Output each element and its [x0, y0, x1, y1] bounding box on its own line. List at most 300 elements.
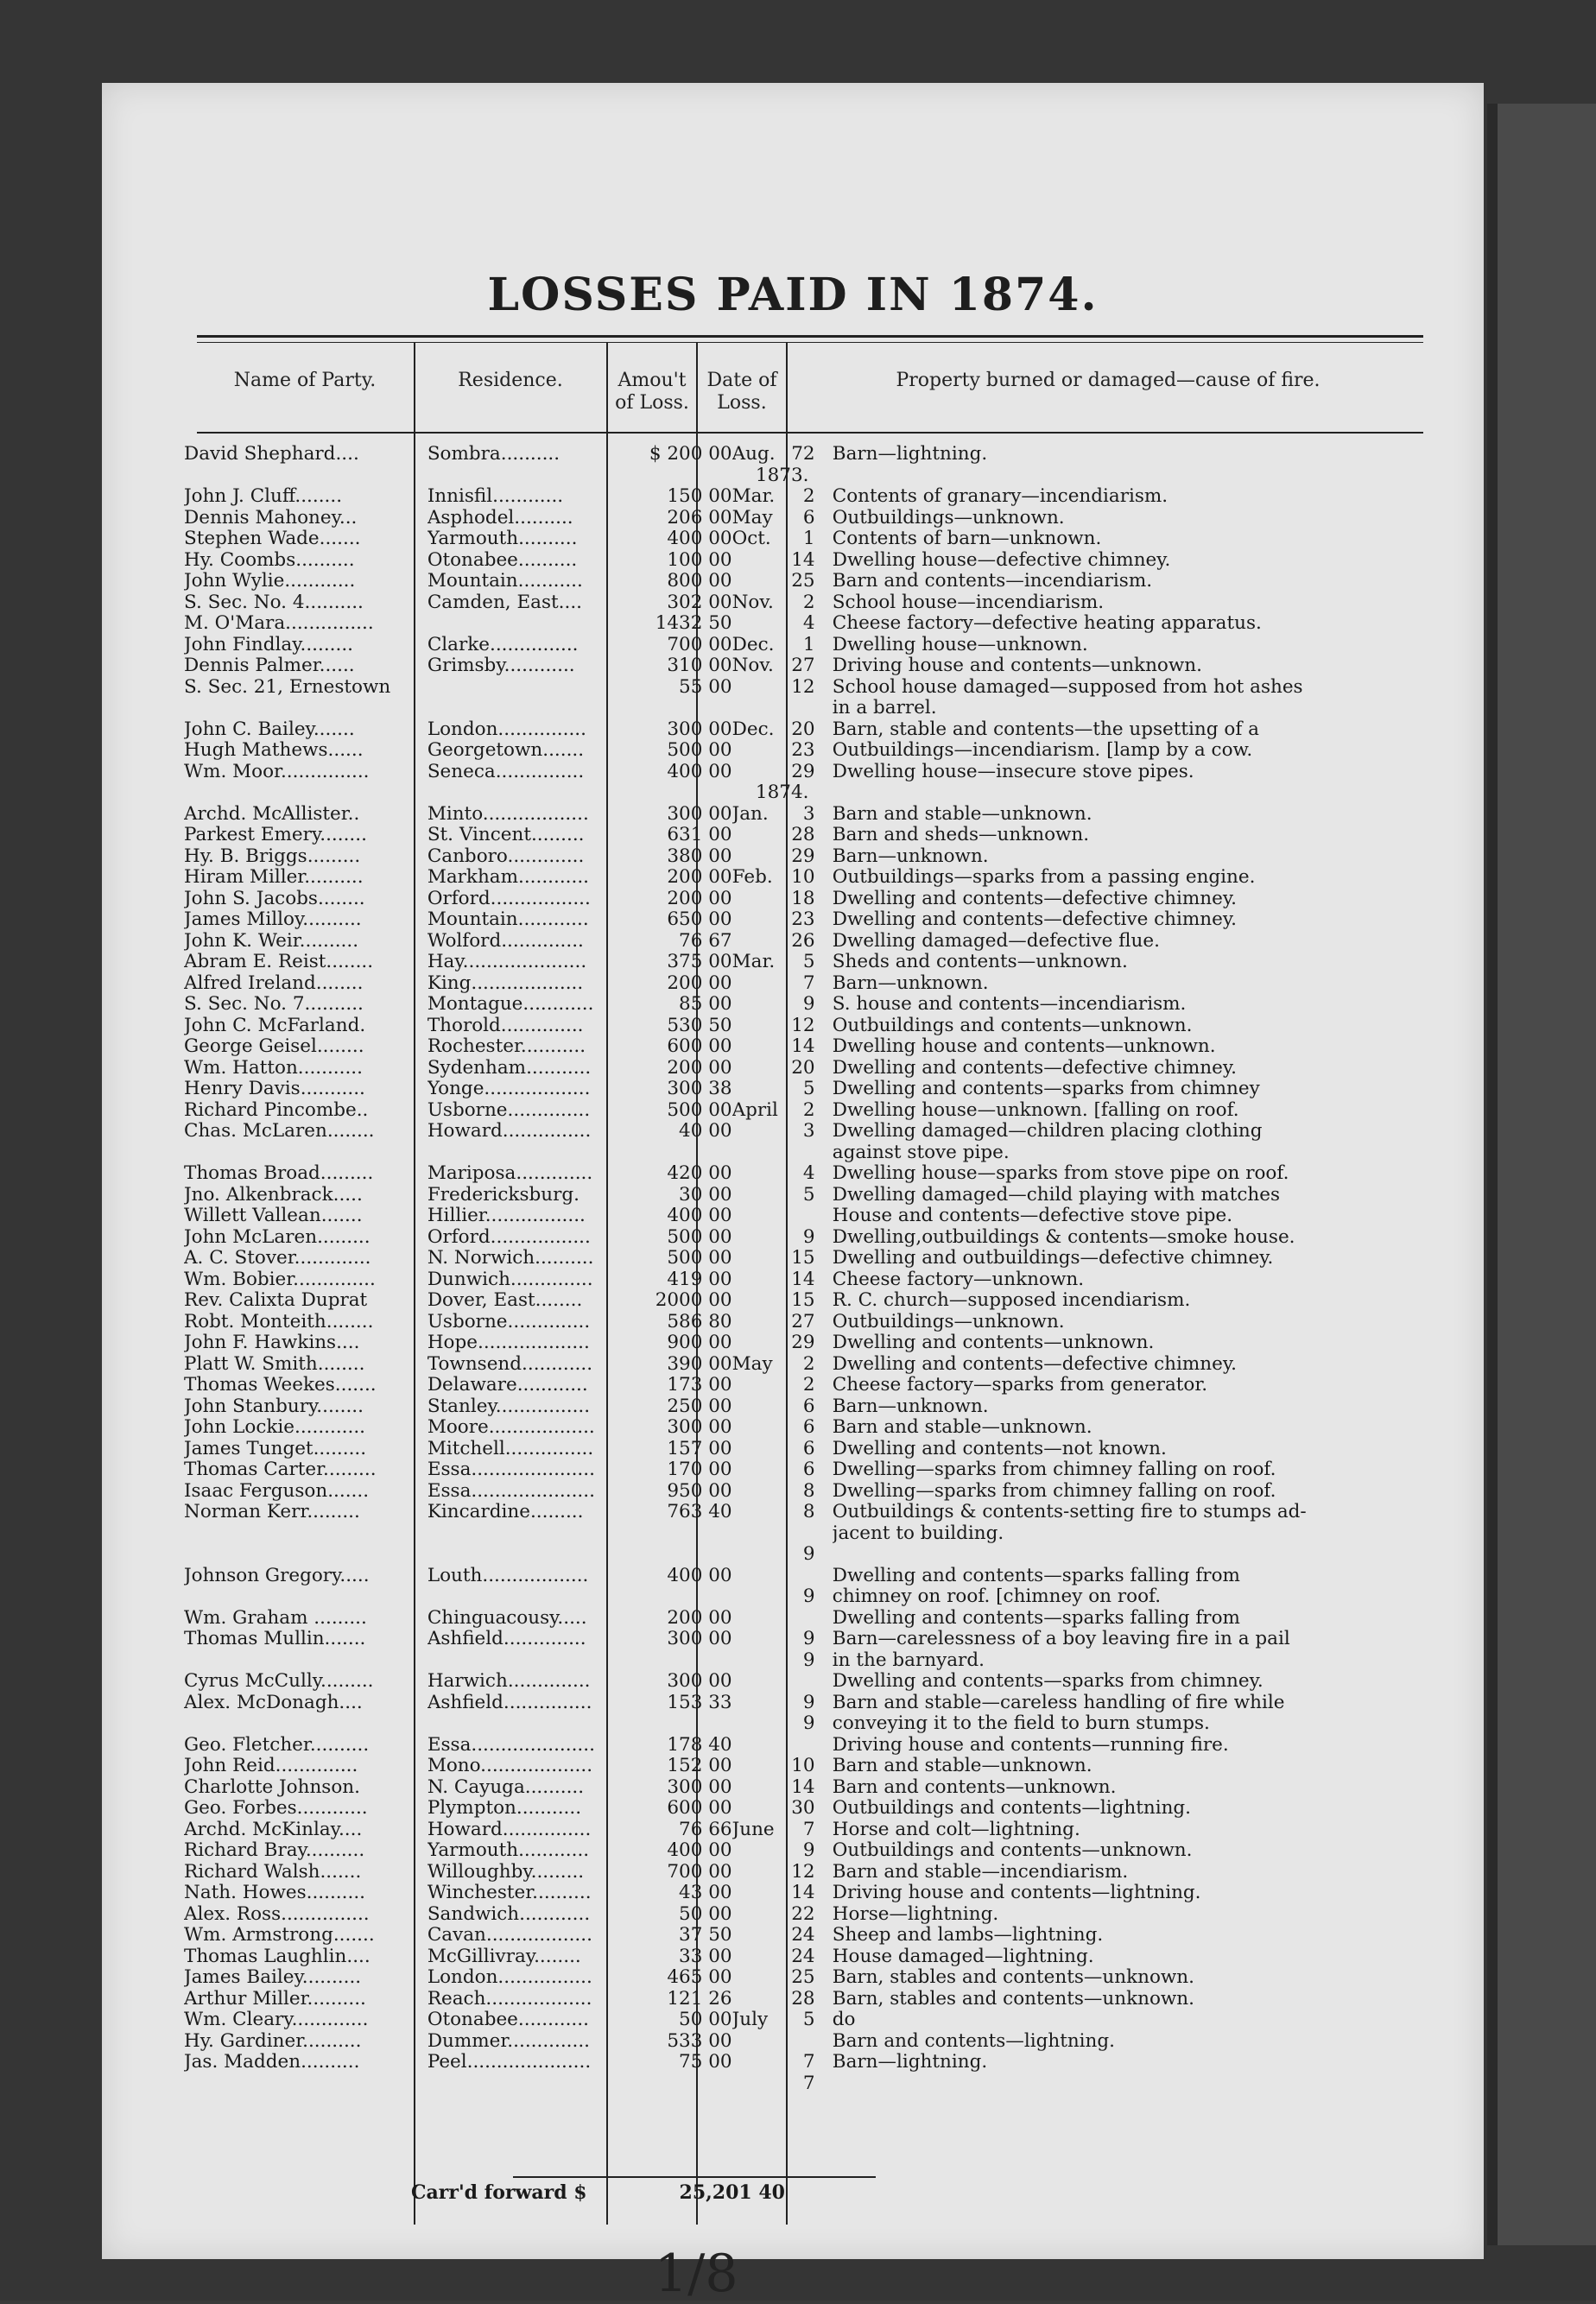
loss-date — [732, 1185, 833, 1206]
table-row — [184, 1544, 1436, 1566]
table-row — [184, 635, 1436, 656]
loss-amount — [641, 1586, 732, 1608]
residence: Townsend............ — [427, 1353, 593, 1375]
loss-amount: 390 00 — [667, 1353, 732, 1375]
loss-date — [732, 1143, 833, 1164]
party-name: Hy. Coombs.......... — [184, 549, 355, 571]
table-row — [184, 1016, 1436, 1037]
property-cause: Barn—unknown. — [832, 1396, 989, 1417]
loss-amount — [641, 1523, 732, 1545]
loss-date — [732, 550, 833, 572]
loss-date — [732, 973, 833, 995]
table-row — [184, 740, 1436, 762]
residence: Peel..................... — [427, 2052, 592, 2073]
property-cause: Barn and stable—unknown. — [832, 1417, 1092, 1438]
table-row — [184, 1798, 1436, 1820]
residence — [428, 1586, 641, 1608]
loss-date — [732, 1248, 833, 1269]
loss-day: 9 — [802, 1586, 815, 1607]
residence: Winchester.......... — [427, 1883, 592, 1903]
loss-day: 3 — [802, 1121, 815, 1142]
loss-day: 20 — [791, 718, 815, 740]
table-row — [184, 825, 1436, 846]
loss-day: 12 — [791, 1015, 815, 1036]
loss-date — [732, 1481, 833, 1503]
loss-date — [732, 444, 833, 465]
loss-amount: 950 00 — [667, 1480, 732, 1502]
property-cause — [833, 2073, 1436, 2095]
property-cause: Barn and contents—unknown. — [832, 1776, 1117, 1798]
party-name: Robt. Monteith........ — [184, 1311, 374, 1332]
loss-date — [732, 1354, 833, 1376]
property-cause: Outbuildings—incendiarism. [lamp by a cow. — [832, 740, 1253, 761]
party-name: Archd. McKinlay.... — [184, 1819, 363, 1840]
residence: Essa..................... — [427, 1480, 595, 1502]
residence: Yarmouth.......... — [427, 529, 578, 549]
loss-date — [732, 677, 833, 699]
property-cause: Barn and contents—incendiarism. — [832, 571, 1153, 592]
residence: Kincardine......... — [427, 1502, 584, 1522]
property-cause: Barn and stable—careless handling of fire while — [832, 1692, 1285, 1713]
loss-amount: 631 00 — [667, 825, 732, 845]
party-name: Richard Pincombe.. — [184, 1099, 369, 1121]
table-row — [184, 1883, 1436, 1904]
loss-date — [732, 486, 833, 508]
residence: Stanley................ — [427, 1396, 591, 1417]
loss-amount: 300 00 — [667, 1629, 732, 1649]
header-top-rule — [197, 335, 1423, 338]
party-name: Hugh Mathews...... — [184, 740, 364, 761]
property-cause: School house—incendiarism. — [832, 592, 1105, 613]
party-name — [184, 698, 428, 719]
loss-day: 22 — [791, 1903, 815, 1925]
party-name: John F. Hawkins.... — [184, 1332, 360, 1353]
property-cause: Dwelling and contents—defective chimney. — [832, 909, 1237, 930]
loss-day: 24 — [791, 1925, 815, 1946]
loss-day: 18 — [791, 888, 815, 909]
loss-day: 14 — [791, 1269, 815, 1290]
amount-header-line2: of Loss. — [615, 392, 689, 414]
loss-day: 2 — [802, 1099, 815, 1121]
column-header-property: Property burned or damaged—cause of fire. — [896, 370, 1320, 391]
table-row — [184, 1227, 1436, 1249]
loss-day: 23 — [791, 909, 815, 930]
residence: Yarmouth............ — [427, 1840, 590, 1861]
loss-date — [732, 655, 833, 677]
party-name: John Lockie............ — [184, 1417, 365, 1438]
property-cause: Contents of barn—unknown. — [832, 529, 1102, 549]
loss-date — [732, 1840, 833, 1862]
residence: Clarke............... — [427, 634, 579, 655]
loss-amount: 1432 50 — [655, 613, 732, 634]
loss-day: 3 — [802, 803, 815, 825]
loss-amount: 419 00 — [667, 1269, 732, 1290]
loss-day: 9 — [802, 1840, 815, 1861]
party-name: Wm. Hatton........... — [184, 1057, 363, 1079]
loss-date — [732, 1777, 833, 1799]
party-name: Wm. Bobier.............. — [184, 1269, 376, 1290]
residence: King................... — [427, 972, 584, 994]
table-row — [184, 1967, 1436, 1989]
loss-day: 1 — [802, 634, 815, 655]
loss-amount: 420 00 — [667, 1163, 732, 1184]
loss-day: 5 — [802, 952, 815, 972]
party-name: A. C. Stover............. — [184, 1248, 371, 1269]
residence — [428, 1523, 641, 1545]
party-name: John J. Cluff........ — [184, 486, 343, 507]
party-name: John S. Jacobs........ — [184, 888, 365, 909]
party-name: Wm. Graham ......... — [184, 1607, 367, 1629]
loss-month: Dec. — [732, 718, 775, 740]
property-cause — [833, 1544, 1436, 1566]
table-row — [184, 1143, 1436, 1164]
table-row — [184, 2010, 1436, 2031]
party-name: S. Sec. 21, Ernestown — [184, 676, 391, 698]
table-row — [184, 1332, 1436, 1354]
loss-date — [732, 1904, 833, 1926]
loss-amount: 300 00 — [667, 803, 732, 825]
loss-date — [732, 1227, 833, 1249]
table-row — [184, 1671, 1436, 1693]
property-cause: Dwelling house—unknown. [falling on roof. — [832, 1099, 1239, 1121]
party-name: Platt W. Smith........ — [184, 1353, 365, 1375]
column-header-name: Name of Party. — [233, 370, 377, 391]
property-cause: Dwelling and contents—sparks falling from — [832, 1565, 1240, 1586]
party-name — [184, 1523, 428, 1545]
loss-amount: 400 00 — [667, 1565, 732, 1586]
loss-day: 9 — [802, 1226, 815, 1248]
residence: Mountain........... — [427, 571, 583, 592]
property-cause: Dwelling house—insecure stove pipes. — [832, 761, 1194, 782]
property-cause: Outbuildings and contents—lightning. — [832, 1798, 1192, 1819]
table-row — [184, 2031, 1436, 2053]
property-cause: Dwelling house—unknown. — [832, 634, 1088, 655]
property-cause: Outbuildings—unknown. — [832, 1311, 1065, 1332]
property-cause: R. C. church—supposed incendiarism. — [832, 1290, 1191, 1311]
property-cause: Horse—lightning. — [832, 1903, 999, 1925]
property-cause: Dwelling house—defective chimney. — [832, 549, 1171, 571]
empty-cell — [184, 782, 428, 804]
property-cause: House damaged—lightning. — [832, 1946, 1094, 1967]
loss-date — [732, 1036, 833, 1058]
party-name — [184, 1713, 428, 1735]
loss-date — [732, 846, 833, 868]
residence: Georgetown....... — [427, 740, 585, 761]
table-row — [184, 1840, 1436, 1862]
property-cause: Dwelling damaged—child playing with matches — [832, 1184, 1281, 1206]
loss-day: 15 — [791, 1248, 815, 1269]
loss-date — [732, 635, 833, 656]
party-name: Thomas Weekes....... — [184, 1375, 377, 1396]
loss-date — [732, 889, 833, 910]
loss-day: 10 — [791, 867, 815, 888]
property-cause: against stove pipe. — [832, 1142, 1010, 1163]
table-row — [184, 1036, 1436, 1058]
property-cause: S. house and contents—incendiarism. — [832, 994, 1187, 1015]
property-cause: Barn and stable—unknown. — [832, 1756, 1092, 1776]
property-cause: Barn and contents—lightning. — [832, 2030, 1116, 2052]
loss-amount: 100 00 — [667, 549, 732, 571]
table-row — [184, 677, 1436, 699]
table-row — [184, 867, 1436, 889]
loss-date — [732, 1989, 833, 2010]
loss-date — [732, 2052, 833, 2073]
table-row — [184, 550, 1436, 572]
table-row — [184, 1756, 1436, 1777]
loss-amount: 153 33 — [667, 1692, 732, 1713]
date-header-line1: Date of — [706, 370, 777, 391]
table-row — [184, 2052, 1436, 2073]
party-name: Alfred Ireland........ — [184, 972, 364, 994]
residence: Plympton........... — [427, 1798, 582, 1819]
property-cause: Driving house and contents—unknown. — [832, 655, 1202, 676]
property-cause: Dwelling and contents—defective chimney. — [832, 1353, 1237, 1375]
residence: Rochester........... — [427, 1036, 586, 1057]
loss-date — [732, 1798, 833, 1820]
loss-amount: 375 00 — [667, 952, 732, 972]
loss-amount: 600 00 — [667, 1036, 732, 1057]
residence: Innisfil............ — [427, 486, 564, 507]
loss-amount: 40 00 — [679, 1121, 732, 1142]
party-name: Cyrus McCully......... — [184, 1671, 374, 1692]
loss-date — [732, 1820, 833, 1841]
loss-date — [732, 740, 833, 762]
carried-forward-label: Carr'd forward $ — [411, 2181, 587, 2204]
residence: Hope................... — [427, 1332, 590, 1353]
loss-month: June — [732, 1819, 775, 1840]
loss-day: 7 — [802, 2073, 815, 2094]
loss-date — [732, 1629, 833, 1650]
loss-month: Nov. — [732, 592, 774, 613]
property-cause: Outbuildings—sparks from a passing engine. — [832, 867, 1256, 888]
party-name: S. Sec. No. 4.......... — [184, 592, 364, 613]
table-row — [184, 1290, 1436, 1312]
loss-date — [732, 1459, 833, 1481]
residence: Mariposa............. — [427, 1163, 593, 1184]
loss-date — [732, 529, 833, 550]
property-cause: in the barnyard. — [832, 1649, 985, 1671]
table-row — [184, 846, 1436, 868]
party-name: John Findlay......... — [184, 634, 353, 655]
loss-day: 9 — [802, 1629, 815, 1649]
loss-date — [732, 698, 833, 719]
loss-day: 2 — [802, 1375, 815, 1396]
loss-date — [732, 952, 833, 973]
loss-day: 9 — [802, 1692, 815, 1713]
residence: Mountain............ — [427, 909, 589, 930]
loss-day: 6 — [802, 1438, 815, 1459]
party-name — [184, 1586, 428, 1608]
party-name: Richard Bray.......... — [184, 1840, 365, 1861]
party-name: Chas. McLaren........ — [184, 1121, 375, 1142]
party-name: Alex. Ross............... — [184, 1903, 370, 1925]
residence: Sombra.......... — [427, 444, 560, 465]
party-name: John Wylie............ — [184, 571, 356, 592]
party-name: Hy. Gardiner.......... — [184, 2030, 362, 2052]
residence — [428, 1650, 641, 1672]
loss-day: 29 — [791, 761, 815, 782]
loss-day: 23 — [791, 740, 815, 761]
loss-day: 4 — [802, 613, 815, 634]
table-row — [184, 1586, 1436, 1608]
party-name: Jno. Alkenbrack..... — [184, 1184, 363, 1206]
residence: Usborne.............. — [427, 1099, 591, 1121]
residence: McGillivray........ — [427, 1946, 581, 1967]
residence: Otonabee............ — [427, 2010, 589, 2030]
table-row — [184, 804, 1436, 826]
residence: Wolford.............. — [427, 930, 584, 952]
loss-date — [732, 571, 833, 592]
party-name: Norman Kerr......... — [184, 1502, 360, 1522]
residence: St. Vincent......... — [427, 825, 585, 845]
residence: Willoughby......... — [427, 1861, 585, 1883]
residence: Asphodel.......... — [427, 507, 573, 529]
property-cause: Dwelling and contents—sparks from chimney — [832, 1079, 1260, 1099]
property-cause: Dwelling,outbuildings & contents—smoke house. — [832, 1226, 1295, 1248]
header-bottom-rule — [197, 432, 1423, 434]
loss-amount — [641, 1713, 732, 1735]
party-name — [184, 1544, 428, 1566]
total-rule — [513, 2176, 876, 2178]
table-row — [184, 1248, 1436, 1269]
table-row — [184, 909, 1436, 931]
residence: Dunwich.............. — [427, 1269, 593, 1290]
property-cause: Dwelling and contents—defective chimney. — [832, 1057, 1237, 1079]
party-name: Wm. Moor............... — [184, 761, 370, 782]
loss-date — [732, 1079, 833, 1100]
property-cause: House and contents—defective stove pipe. — [832, 1206, 1233, 1226]
loss-date — [732, 1100, 833, 1122]
party-name: Dennis Palmer...... — [184, 655, 355, 676]
residence: Dover, East........ — [427, 1290, 583, 1311]
property-cause: Barn—unknown. — [832, 845, 989, 867]
loss-day: 14 — [791, 1036, 815, 1057]
loss-amount: 300 00 — [667, 1417, 732, 1438]
party-name: John C. Bailey....... — [184, 718, 355, 740]
year-marker: 1874. — [755, 782, 809, 803]
loss-date — [732, 1439, 833, 1460]
loss-date — [732, 1862, 833, 1883]
loss-amount: 85 00 — [679, 994, 732, 1015]
party-name: Abram E. Reist........ — [184, 952, 374, 972]
loss-day: 27 — [791, 655, 815, 676]
loss-day: 7 — [802, 1819, 815, 1840]
loss-month: Aug. — [732, 444, 776, 465]
loss-amount: 55 00 — [679, 676, 732, 698]
table-row — [184, 1566, 1436, 1587]
property-cause: Barn—lightning. — [832, 2052, 988, 2073]
table-row — [184, 486, 1436, 508]
loss-date — [732, 1608, 833, 1630]
residence: London................ — [427, 1967, 592, 1988]
loss-amount: 33 00 — [679, 1946, 732, 1967]
loss-date — [732, 1058, 833, 1079]
loss-day: 72 — [791, 444, 815, 465]
header-top-rule-thin — [197, 342, 1423, 343]
loss-month: Jan. — [732, 803, 769, 825]
adjacent-page — [1498, 104, 1596, 2245]
loss-amount — [641, 2073, 732, 2095]
loss-date — [732, 1756, 833, 1777]
loss-date — [732, 1312, 833, 1333]
loss-amount: 170 00 — [667, 1459, 732, 1480]
empty-cell — [833, 782, 1436, 804]
party-name: Geo. Fletcher.......... — [184, 1734, 370, 1756]
loss-month: Nov. — [732, 655, 774, 676]
loss-date — [732, 2073, 833, 2095]
loss-day: 6 — [802, 507, 815, 529]
column-header-amount — [608, 370, 696, 415]
residence: Usborne.............. — [427, 1311, 591, 1332]
loss-amount: 900 00 — [667, 1332, 732, 1353]
property-cause: Cheese factory—sparks from generator. — [832, 1375, 1208, 1396]
loss-amount: 200 00 — [667, 888, 732, 909]
property-cause: Dwelling house—sparks from stove pipe on roof. — [832, 1163, 1289, 1184]
residence: Seneca............... — [427, 761, 585, 782]
party-name: George Geisel........ — [184, 1036, 364, 1057]
loss-amount: 310 00 — [667, 655, 732, 676]
loss-day: 12 — [791, 676, 815, 698]
party-name: John Stanbury........ — [184, 1396, 364, 1417]
loss-day: 25 — [791, 1967, 815, 1988]
loss-date — [732, 1016, 833, 1037]
loss-month: Oct. — [732, 529, 771, 549]
loss-amount: 173 00 — [667, 1375, 732, 1396]
loss-amount: 530 50 — [667, 1015, 732, 1036]
table-row — [184, 1121, 1436, 1143]
loss-amount: 50 00 — [679, 2010, 732, 2030]
party-name: Hiram Miller.......... — [184, 867, 364, 888]
year-marker: 1873. — [755, 465, 809, 486]
empty-cell — [641, 465, 732, 487]
party-name: S. Sec. No. 7.......... — [184, 994, 364, 1015]
loss-date — [732, 1375, 833, 1396]
residence — [428, 2073, 641, 2095]
property-cause: Dwelling and contents—sparks from chimney. — [832, 1671, 1264, 1692]
loss-date — [732, 762, 833, 783]
residence: Minto.................. — [427, 803, 589, 825]
table-row — [184, 1502, 1436, 1523]
table-row — [184, 1735, 1436, 1756]
loss-month: Dec. — [732, 634, 775, 655]
residence: Grimsby............ — [427, 655, 575, 676]
table-row — [184, 1650, 1436, 1672]
party-name: Isaac Ferguson....... — [184, 1480, 370, 1502]
property-cause: Barn—lightning. — [832, 444, 988, 465]
residence — [428, 677, 641, 699]
loss-amount: 380 00 — [667, 845, 732, 867]
loss-date — [732, 508, 833, 529]
loss-amount: 30 00 — [679, 1184, 732, 1206]
loss-amount: 200 00 — [667, 972, 732, 994]
property-cause: Cheese factory—defective heating apparatus. — [832, 613, 1262, 634]
property-cause: Dwelling and outbuildings—defective chimney. — [832, 1248, 1274, 1269]
loss-amount: 250 00 — [667, 1396, 732, 1417]
loss-date — [732, 1566, 833, 1587]
property-cause: Dwelling and contents—not known. — [832, 1438, 1167, 1459]
residence: Essa..................... — [427, 1459, 595, 1480]
loss-day: 28 — [791, 1988, 815, 2010]
property-cause: Dwelling and contents—unknown. — [832, 1332, 1155, 1353]
document-page — [102, 83, 1484, 2259]
loss-amount: 500 00 — [667, 1226, 732, 1248]
residence: Delaware............ — [427, 1375, 588, 1396]
loss-amount: 302 00 — [667, 592, 732, 613]
loss-day: 4 — [802, 1163, 815, 1184]
loss-amount: 500 00 — [667, 740, 732, 761]
residence: Hay..................... — [427, 952, 587, 972]
loss-day: 10 — [791, 1756, 815, 1776]
